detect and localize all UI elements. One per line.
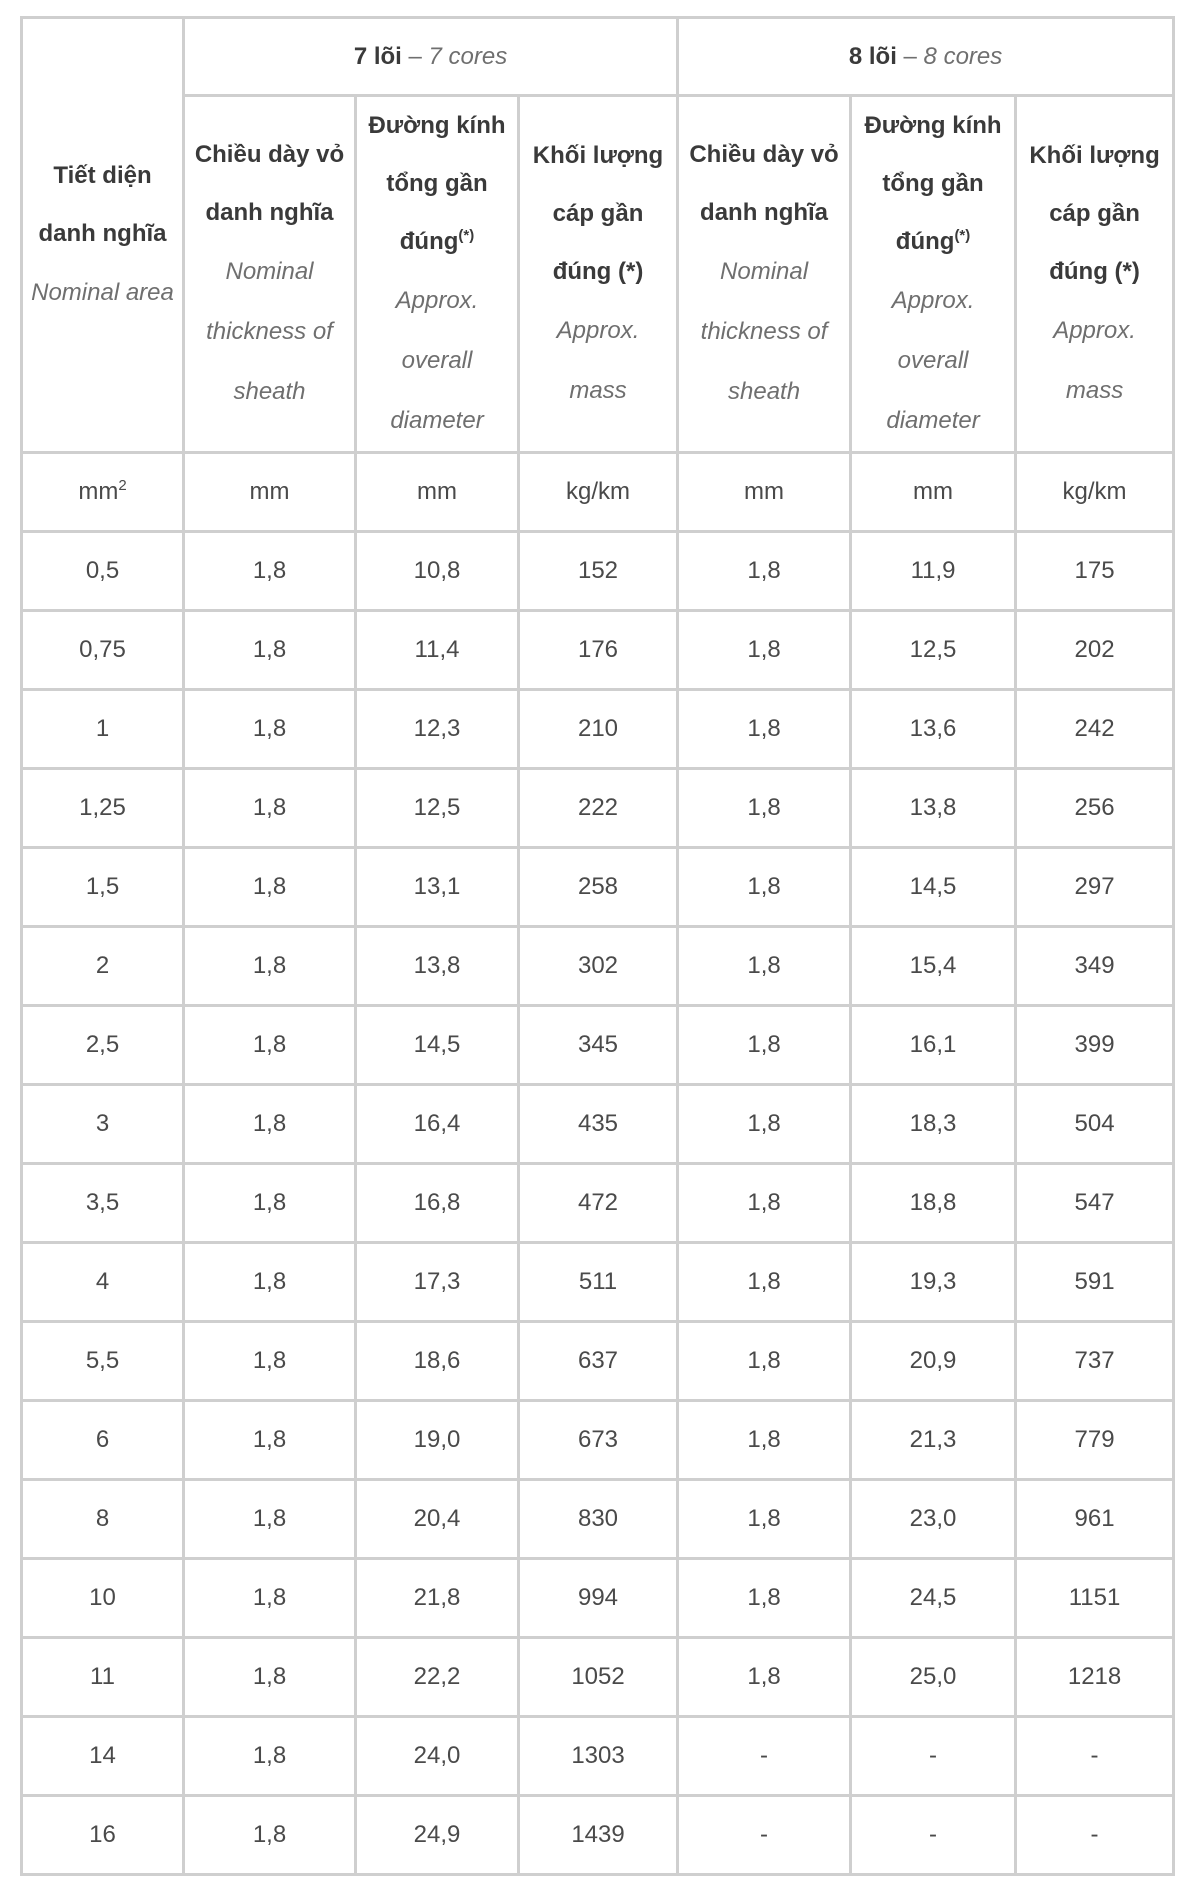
thickness-7-cell: 1,8 (184, 690, 356, 769)
mass-8-cell: 297 (1016, 848, 1174, 927)
thickness-7-cell: 1,8 (184, 1717, 356, 1796)
diameter-8-cell: 19,3 (851, 1243, 1016, 1322)
mass-7-cell: 222 (519, 769, 678, 848)
mass-header-8 (1016, 96, 1174, 453)
mass-7-cell: 830 (519, 1480, 678, 1559)
table-row (22, 769, 1174, 848)
area-cell: 4 (22, 1243, 184, 1322)
thickness-7-cell: 1,8 (184, 769, 356, 848)
diameter-8-cell: 25,0 (851, 1638, 1016, 1717)
table-row (22, 532, 1174, 611)
diameter-8-cell: 13,6 (851, 690, 1016, 769)
table-row (22, 1717, 1174, 1796)
thickness-8-cell: - (678, 1717, 851, 1796)
thickness-7-cell: 1,8 (184, 1559, 356, 1638)
diameter-header-vn (363, 97, 511, 271)
diameter-8-cell: 18,8 (851, 1164, 1016, 1243)
thickness-7-cell: 1,8 (184, 532, 356, 611)
thickness-7-cell: 1,8 (184, 848, 356, 927)
mass-8-cell: - (1016, 1717, 1174, 1796)
diameter-7-cell: 16,8 (356, 1164, 519, 1243)
diameter-7-cell: 24,0 (356, 1717, 519, 1796)
table-body (22, 453, 1174, 1875)
thickness-header-en: Nominal thickness of sheath (206, 258, 333, 405)
thickness-7-cell: 1,8 (184, 1480, 356, 1559)
thickness-header-8 (678, 96, 851, 453)
mass-8-cell: 961 (1016, 1480, 1174, 1559)
thickness-8-cell: 1,8 (678, 927, 851, 1006)
mass-8-cell: - (1016, 1796, 1174, 1875)
diameter-header-note: (*) (954, 227, 971, 244)
mass-8-cell: 504 (1016, 1085, 1174, 1164)
mass-header-en: Approx. mass (556, 317, 640, 404)
table-row (22, 1322, 1174, 1401)
diameter-7-cell: 24,9 (356, 1796, 519, 1875)
diameter-7-cell: 22,2 (356, 1638, 519, 1717)
area-cell: 0,75 (22, 611, 184, 690)
unit-area-exponent: 2 (118, 477, 127, 494)
diameter-header-7 (356, 96, 519, 453)
unit-cell-thickness: mm (184, 453, 356, 532)
thickness-header-7 (184, 96, 356, 453)
group-7-sep: – (401, 42, 429, 70)
mass-7-cell: 152 (519, 532, 678, 611)
area-header-vn: Tiết diện danh nghĩa (38, 162, 167, 247)
thickness-7-cell: 1,8 (184, 1085, 356, 1164)
area-cell: 16 (22, 1796, 184, 1875)
diameter-7-cell: 21,8 (356, 1559, 519, 1638)
diameter-7-cell: 13,8 (356, 927, 519, 1006)
group-8-sep: – (896, 42, 924, 70)
mass-8-cell: 737 (1016, 1322, 1174, 1401)
diameter-8-cell: 18,3 (851, 1085, 1016, 1164)
mass-8-cell: 349 (1016, 927, 1174, 1006)
unit-cell-mass: kg/km (1016, 453, 1174, 532)
diameter-7-cell: 18,6 (356, 1322, 519, 1401)
mass-7-cell: 511 (519, 1243, 678, 1322)
area-cell: 6 (22, 1401, 184, 1480)
mass-header-7 (519, 96, 678, 453)
thickness-8-cell: 1,8 (678, 848, 851, 927)
table-row (22, 1796, 1174, 1875)
thickness-8-cell: 1,8 (678, 1480, 851, 1559)
thickness-7-cell: 1,8 (184, 611, 356, 690)
thickness-7-cell: 1,8 (184, 1322, 356, 1401)
diameter-7-cell: 10,8 (356, 532, 519, 611)
unit-cell-thickness: mm (678, 453, 851, 532)
table-row (22, 1085, 1174, 1164)
mass-7-cell: 472 (519, 1164, 678, 1243)
diameter-header-note: (*) (458, 227, 475, 244)
diameter-7-cell: 12,5 (356, 769, 519, 848)
diameter-8-cell: - (851, 1796, 1016, 1875)
mass-7-cell: 176 (519, 611, 678, 690)
area-header (22, 18, 184, 453)
group-header-row (22, 18, 1174, 96)
thickness-8-cell: 1,8 (678, 1559, 851, 1638)
table-row (22, 1164, 1174, 1243)
thickness-8-cell: 1,8 (678, 1164, 851, 1243)
diameter-header-vn-text: Đường kính tổng gần đúng (864, 112, 1002, 255)
area-cell: 1,25 (22, 769, 184, 848)
mass-7-cell: 637 (519, 1322, 678, 1401)
area-cell: 1,5 (22, 848, 184, 927)
table-row (22, 927, 1174, 1006)
mass-8-cell: 1151 (1016, 1559, 1174, 1638)
diameter-8-cell: 21,3 (851, 1401, 1016, 1480)
thickness-8-cell: 1,8 (678, 611, 851, 690)
mass-7-cell: 1439 (519, 1796, 678, 1875)
diameter-header-en: Approx. overall diameter (390, 287, 484, 434)
diameter-7-cell: 12,3 (356, 690, 519, 769)
diameter-8-cell: 16,1 (851, 1006, 1016, 1085)
area-cell: 3 (22, 1085, 184, 1164)
mass-header-vn: Khối lượng cáp gần đúng (*) (532, 142, 664, 285)
diameter-7-cell: 16,4 (356, 1085, 519, 1164)
group-7-vn: 7 lõi (353, 42, 402, 70)
mass-7-cell: 673 (519, 1401, 678, 1480)
area-cell: 2 (22, 927, 184, 1006)
cable-spec-table-wrapper (20, 16, 1175, 1876)
area-cell: 2,5 (22, 1006, 184, 1085)
thickness-8-cell: 1,8 (678, 1085, 851, 1164)
thickness-8-cell: 1,8 (678, 1638, 851, 1717)
mass-7-cell: 435 (519, 1085, 678, 1164)
thickness-7-cell: 1,8 (184, 1796, 356, 1875)
diameter-8-cell: 14,5 (851, 848, 1016, 927)
unit-cell-area (22, 453, 184, 532)
unit-area: mm (78, 478, 119, 505)
mass-header-en: Approx. mass (1053, 317, 1136, 404)
mass-8-cell: 779 (1016, 1401, 1174, 1480)
table-row (22, 1401, 1174, 1480)
group-header-7-cores (184, 18, 678, 96)
mass-header-vn: Khối lượng cáp gần đúng (*) (1029, 142, 1160, 285)
group-7-en: 7 cores (428, 42, 508, 70)
mass-8-cell: 1218 (1016, 1638, 1174, 1717)
mass-8-cell: 256 (1016, 769, 1174, 848)
table-row (22, 1480, 1174, 1559)
mass-7-cell: 1052 (519, 1638, 678, 1717)
thickness-header-vn: Chiều dày vỏ danh nghĩa (689, 141, 839, 226)
table-row (22, 1559, 1174, 1638)
diameter-header-en: Approx. overall diameter (886, 287, 980, 434)
table-row (22, 1006, 1174, 1085)
table-row (22, 1638, 1174, 1717)
thickness-7-cell: 1,8 (184, 1638, 356, 1717)
thickness-7-cell: 1,8 (184, 1164, 356, 1243)
diameter-7-cell: 14,5 (356, 1006, 519, 1085)
unit-cell-diameter: mm (851, 453, 1016, 532)
cable-spec-table (20, 16, 1175, 1876)
diameter-8-cell: 20,9 (851, 1322, 1016, 1401)
diameter-7-cell: 17,3 (356, 1243, 519, 1322)
mass-7-cell: 345 (519, 1006, 678, 1085)
diameter-header-vn-text: Đường kính tổng gần đúng (368, 112, 506, 255)
area-header-en: Nominal area (31, 279, 174, 306)
mass-8-cell: 242 (1016, 690, 1174, 769)
mass-8-cell: 547 (1016, 1164, 1174, 1243)
unit-cell-diameter: mm (356, 453, 519, 532)
thickness-8-cell: 1,8 (678, 690, 851, 769)
column-header-row (22, 96, 1174, 453)
diameter-header-8 (851, 96, 1016, 453)
mass-7-cell: 258 (519, 848, 678, 927)
thickness-7-cell: 1,8 (184, 1006, 356, 1085)
mass-7-cell: 302 (519, 927, 678, 1006)
thickness-8-cell: 1,8 (678, 1006, 851, 1085)
mass-8-cell: 202 (1016, 611, 1174, 690)
thickness-7-cell: 1,8 (184, 1401, 356, 1480)
mass-7-cell: 1303 (519, 1717, 678, 1796)
thickness-8-cell: 1,8 (678, 1401, 851, 1480)
group-8-vn: 8 lõi (848, 42, 897, 70)
thickness-7-cell: 1,8 (184, 1243, 356, 1322)
area-cell: 5,5 (22, 1322, 184, 1401)
area-cell: 3,5 (22, 1164, 184, 1243)
unit-row (22, 453, 1174, 532)
diameter-header-vn (858, 97, 1008, 271)
table-row (22, 690, 1174, 769)
diameter-8-cell: 24,5 (851, 1559, 1016, 1638)
area-cell: 1 (22, 690, 184, 769)
thickness-header-en: Nominal thickness of sheath (700, 258, 828, 405)
table-row (22, 848, 1174, 927)
mass-8-cell: 175 (1016, 532, 1174, 611)
area-cell: 11 (22, 1638, 184, 1717)
area-cell: 10 (22, 1559, 184, 1638)
area-cell: 0,5 (22, 532, 184, 611)
area-cell: 14 (22, 1717, 184, 1796)
thickness-8-cell: 1,8 (678, 1322, 851, 1401)
mass-8-cell: 591 (1016, 1243, 1174, 1322)
thickness-7-cell: 1,8 (184, 927, 356, 1006)
diameter-8-cell: - (851, 1717, 1016, 1796)
table-row (22, 611, 1174, 690)
group-8-en: 8 cores (923, 42, 1003, 70)
table-row (22, 1243, 1174, 1322)
diameter-8-cell: 15,4 (851, 927, 1016, 1006)
diameter-8-cell: 12,5 (851, 611, 1016, 690)
diameter-7-cell: 20,4 (356, 1480, 519, 1559)
diameter-7-cell: 11,4 (356, 611, 519, 690)
thickness-header-vn: Chiều dày vỏ danh nghĩa (194, 141, 345, 226)
thickness-8-cell: 1,8 (678, 1243, 851, 1322)
diameter-7-cell: 13,1 (356, 848, 519, 927)
area-cell: 8 (22, 1480, 184, 1559)
mass-7-cell: 210 (519, 690, 678, 769)
group-header-8-cores (678, 18, 1174, 96)
mass-8-cell: 399 (1016, 1006, 1174, 1085)
diameter-7-cell: 19,0 (356, 1401, 519, 1480)
diameter-8-cell: 13,8 (851, 769, 1016, 848)
mass-7-cell: 994 (519, 1559, 678, 1638)
thickness-8-cell: - (678, 1796, 851, 1875)
thickness-8-cell: 1,8 (678, 532, 851, 611)
unit-cell-mass: kg/km (519, 453, 678, 532)
diameter-8-cell: 23,0 (851, 1480, 1016, 1559)
thickness-8-cell: 1,8 (678, 769, 851, 848)
diameter-8-cell: 11,9 (851, 532, 1016, 611)
